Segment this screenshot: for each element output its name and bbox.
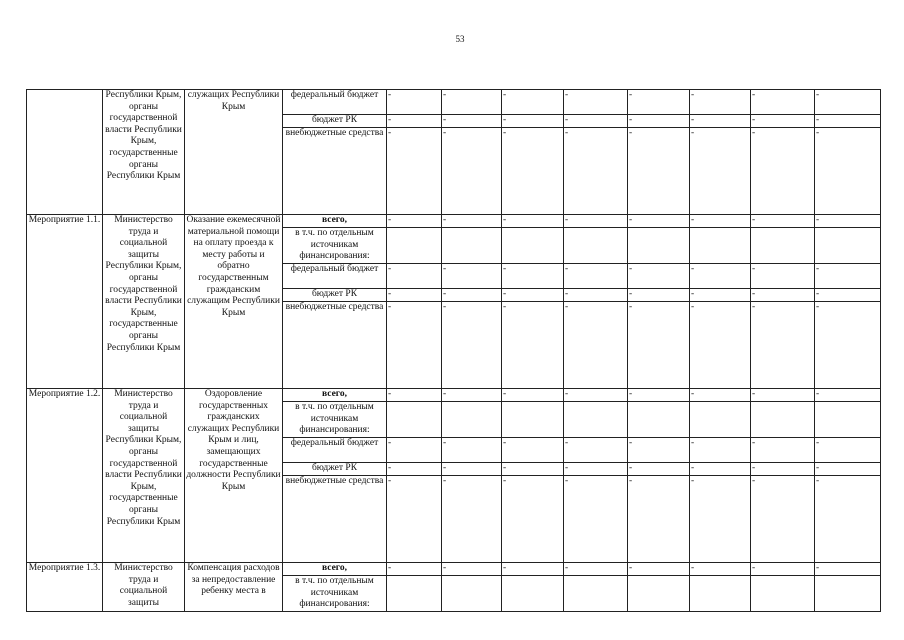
value-cell: - (442, 302, 502, 389)
value-cell: - (751, 563, 815, 576)
value-cell: - (628, 215, 690, 228)
value-cell: - (815, 563, 881, 576)
value-cell: - (502, 115, 564, 128)
value-cell: - (442, 438, 502, 463)
value-cell: - (442, 264, 502, 289)
value-cell: - (751, 128, 815, 215)
value-cell: - (628, 389, 690, 402)
value-cell: - (751, 264, 815, 289)
value-cell: - (815, 264, 881, 289)
value-cell: - (815, 289, 881, 302)
value-cell: - (690, 90, 751, 115)
value-cell: - (387, 264, 442, 289)
value-cell: - (628, 90, 690, 115)
value-cell: - (690, 389, 751, 402)
source-cell: внебюджетные средства (283, 302, 387, 389)
value-cell (628, 228, 690, 264)
value-cell (442, 402, 502, 438)
table-row (27, 389, 881, 402)
value-cell: - (564, 476, 628, 563)
value-cell: - (628, 563, 690, 576)
value-cell: - (442, 389, 502, 402)
value-cell: - (751, 90, 815, 115)
event-cell (27, 90, 103, 215)
value-cell: - (690, 302, 751, 389)
value-cell: - (751, 389, 815, 402)
value-cell (442, 228, 502, 264)
value-cell: - (564, 289, 628, 302)
value-cell: - (502, 264, 564, 289)
value-cell: - (387, 438, 442, 463)
value-cell: - (690, 115, 751, 128)
value-cell: - (690, 264, 751, 289)
value-cell: - (442, 476, 502, 563)
value-cell: - (628, 289, 690, 302)
executor-cell: Министерство труда и социальной защиты (103, 563, 185, 612)
value-cell: - (442, 128, 502, 215)
table-row (27, 563, 881, 576)
value-cell: - (502, 389, 564, 402)
value-cell: - (502, 476, 564, 563)
executor-cell: Министерство труда и социальной защиты Республики Крым, органы государственной власти Республики Крым, государственные органы Республики Крым (103, 389, 185, 563)
value-cell (502, 402, 564, 438)
value-cell: - (442, 115, 502, 128)
source-cell: бюджет РК (283, 289, 387, 302)
table-row (27, 90, 881, 115)
value-cell (751, 576, 815, 612)
value-cell (690, 402, 751, 438)
value-cell: - (815, 389, 881, 402)
value-cell: - (815, 302, 881, 389)
value-cell: - (751, 302, 815, 389)
value-cell: - (387, 563, 442, 576)
description-cell: Оказание ежемесячной материальной помощи на оплату проезда к месту работы и обратно государственным гражданским служащим Республики Крым (185, 215, 283, 389)
value-cell: - (564, 128, 628, 215)
value-cell: - (751, 115, 815, 128)
value-cell: - (628, 115, 690, 128)
source-cell: всего, (283, 563, 387, 576)
value-cell (387, 402, 442, 438)
value-cell: - (387, 90, 442, 115)
source-cell: федеральный бюджет (283, 438, 387, 463)
source-cell: всего, (283, 215, 387, 228)
value-cell (815, 576, 881, 612)
value-cell: - (628, 128, 690, 215)
value-cell: - (815, 215, 881, 228)
value-cell: - (690, 289, 751, 302)
value-cell: - (442, 463, 502, 476)
description-cell: Компенсация расходов за непредоставление ребенку места в (185, 563, 283, 612)
value-cell: - (387, 215, 442, 228)
value-cell: - (690, 438, 751, 463)
value-cell: - (690, 463, 751, 476)
source-cell: в т.ч. по отдельным источникам финансирования: (283, 576, 387, 612)
value-cell: - (751, 463, 815, 476)
value-cell (751, 228, 815, 264)
source-cell: федеральный бюджет (283, 264, 387, 289)
value-cell: - (690, 563, 751, 576)
value-cell: - (628, 476, 690, 563)
value-cell: - (751, 476, 815, 563)
value-cell: - (387, 115, 442, 128)
value-cell (690, 576, 751, 612)
value-cell: - (387, 476, 442, 563)
value-cell: - (442, 90, 502, 115)
value-cell: - (564, 115, 628, 128)
value-cell: - (387, 302, 442, 389)
event-cell: Мероприятие 1.2. (27, 389, 103, 563)
source-cell: в т.ч. по отдельным источникам финансирования: (283, 402, 387, 438)
value-cell: - (387, 389, 442, 402)
value-cell: - (690, 476, 751, 563)
value-cell (815, 402, 881, 438)
value-cell (564, 576, 628, 612)
value-cell: - (442, 289, 502, 302)
value-cell: - (564, 215, 628, 228)
value-cell (751, 402, 815, 438)
value-cell (502, 228, 564, 264)
executor-cell: Республики Крым, органы государственной власти Республики Крым, государственные органы Республики Крым (103, 90, 185, 215)
value-cell: - (442, 563, 502, 576)
value-cell: - (628, 463, 690, 476)
page-number: 53 (455, 34, 465, 44)
table-row (27, 215, 881, 228)
value-cell: - (387, 289, 442, 302)
financing-table (26, 89, 881, 612)
value-cell: - (502, 463, 564, 476)
value-cell (628, 402, 690, 438)
value-cell (564, 228, 628, 264)
value-cell: - (690, 128, 751, 215)
value-cell: - (628, 438, 690, 463)
executor-cell: Министерство труда и социальной защиты Республики Крым, органы государственной власти Республики Крым, государственные органы Республики Крым (103, 215, 185, 389)
event-cell: Мероприятие 1.1. (27, 215, 103, 389)
value-cell: - (815, 438, 881, 463)
value-cell: - (628, 302, 690, 389)
value-cell: - (502, 302, 564, 389)
value-cell (690, 228, 751, 264)
value-cell: - (815, 463, 881, 476)
value-cell: - (387, 128, 442, 215)
value-cell (815, 228, 881, 264)
value-cell (387, 576, 442, 612)
value-cell: - (502, 128, 564, 215)
value-cell: - (442, 215, 502, 228)
value-cell: - (751, 438, 815, 463)
value-cell (442, 576, 502, 612)
value-cell: - (502, 438, 564, 463)
value-cell: - (751, 215, 815, 228)
source-cell: бюджет РК (283, 115, 387, 128)
source-cell: внебюджетные средства (283, 476, 387, 563)
value-cell (387, 228, 442, 264)
value-cell: - (502, 563, 564, 576)
value-cell: - (564, 563, 628, 576)
value-cell: - (564, 302, 628, 389)
description-cell: Оздоровление государственных гражданских служащих Республики Крым и лиц, замещающих государственные должности Республики Крым (185, 389, 283, 563)
value-cell: - (564, 389, 628, 402)
value-cell (502, 576, 564, 612)
value-cell: - (751, 289, 815, 302)
value-cell: - (815, 128, 881, 215)
description-cell: служащих Республики Крым (185, 90, 283, 215)
value-cell: - (815, 90, 881, 115)
value-cell: - (564, 438, 628, 463)
source-cell: бюджет РК (283, 463, 387, 476)
value-cell: - (564, 463, 628, 476)
value-cell: - (690, 215, 751, 228)
value-cell: - (815, 476, 881, 563)
value-cell (564, 402, 628, 438)
value-cell: - (564, 90, 628, 115)
event-cell: Мероприятие 1.3. (27, 563, 103, 612)
source-cell: в т.ч. по отдельным источникам финансирования: (283, 228, 387, 264)
value-cell: - (387, 463, 442, 476)
value-cell: - (502, 289, 564, 302)
value-cell: - (628, 264, 690, 289)
value-cell: - (564, 264, 628, 289)
value-cell: - (502, 215, 564, 228)
source-cell: всего, (283, 389, 387, 402)
value-cell: - (502, 90, 564, 115)
source-cell: федеральный бюджет (283, 90, 387, 115)
value-cell (628, 576, 690, 612)
source-cell: внебюджетные средства (283, 128, 387, 215)
value-cell: - (815, 115, 881, 128)
